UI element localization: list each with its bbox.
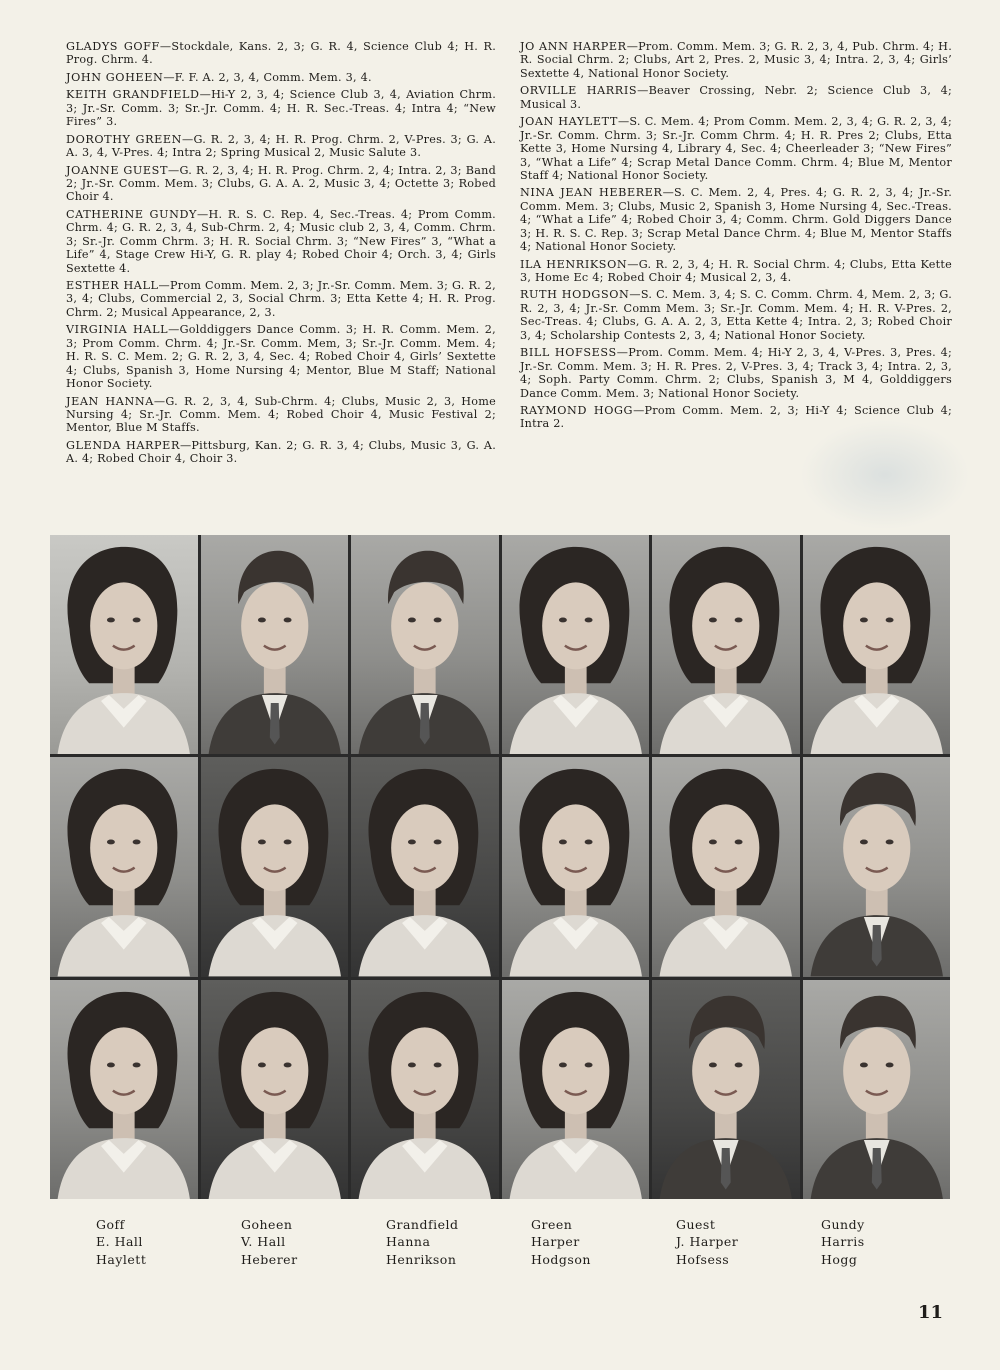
portrait-photo <box>50 535 198 754</box>
portrait-photo <box>502 535 650 754</box>
portrait-silhouette <box>502 535 650 754</box>
entry-harper: GLENDA HARPER—Pittsburg, Kan. 2; G. R. 3, 4; Clubs, Music 3, G. A. A. 4; Robed Choir 4, Choir 3. <box>66 438 496 466</box>
left-text-column <box>66 40 496 470</box>
portrait-photo <box>803 535 951 754</box>
entry-grandfield: KEITH GRANDFIELD—Hi-Y 2, 3, 4; Science Club 3, 4, Aviation Chrm. 3; Jr.-Sr. Comm. 3; Sr.-Jr. Comm. 4; H. R. Sec.-Treas. 4; Intra 4; “New Fires” 3. <box>66 88 497 129</box>
portrait-photo <box>803 980 951 1199</box>
caption-name: Goheen <box>241 1217 293 1232</box>
entry-v-hall: VIRGINIA HALL—Golddiggers Dance Comm. 3; H. R. Comm. Mem. 2, 3; Prom Comm. Chrm. 4; Jr.-Sr. Comm. Mem, 3; Sr.-Jr. Comm. Mem. 4; H. R. S. C. Mem. 2; G. R. 2, 3, 4, Sec. 4; Robed Choir 4, Girls’ Sextette 4; Clubs, Spanish 3, Home Nursing 4; Mentor, Blue M Staff; National Honor Society. <box>66 323 496 391</box>
caption-column <box>676 1216 821 1268</box>
portrait-silhouette <box>803 535 951 754</box>
entry-e-hall: ESTHER HALL—Prom Comm. Mem. 2, 3; Jr.-Sr. Comm. Mem. 3; G. R. 2, 3, 4; Clubs, Commercial 2, 3, Social Chrm. 3; Etta Kette 4; H. R. Prog. Chrm. 2; Musical Appearance, 2, 3. <box>66 279 496 319</box>
entry-gundy: CATHERINE GUNDY—H. R. S. C. Rep. 4, Sec.-Treas. 4; Prom Comm. Chrm. 4; G. R. 2, 3, 4, Sub-Chrm. 2, 4; Music club 2, 3, 4, Comm. Chrm. 3; Sr.-Jr. Comm Chrm. 3; H. R. Social Chrm. 3; “New Fires” 3, “What a Life” 4, Stage Crew Hi-Y, G. R. play 4; Robed Choir 4; Orch. 3, 4; Girls Sextette 4. <box>66 207 496 275</box>
portrait-photo <box>50 980 198 1199</box>
portrait-photo <box>652 980 800 1199</box>
entry-j-harper: JO ANN HARPER—Prom. Comm. Mem. 3; G. R. 2, 3, 4, Pub. Chrm. 4; H. R. Social Chrm. 2; Clubs, Art 2, Pres. 2, Music 3, 4; Intra. 2, 3, 4; Girls’ Sextette 4, National Honor Society. <box>520 40 952 80</box>
caption-name: Hanna <box>386 1234 431 1250</box>
entry-green: DOROTHY GREEN—G. R. 2, 3, 4; H. R. Prog. Chrm. 2, V-Pres. 3; G. A. A. 3, 4, V-Pres. 4; Intra 2; Spring Musical 2, Music Salute 3. <box>66 132 496 160</box>
entry-hofsess: BILL HOFSESS—Prom. Comm. Mem. 4; Hi-Y 2, 3, 4, V-Pres. 3, Pres. 4; Jr.-Sr. Comm. Mem. 3; H. R. Pres. 2, V-Pres. 3, 4; Track 3, 4; Intra. 2, 3, 4; Soph. Party Comm. Chrm. 2; Clubs, Spanish 3, M 4, Golddiggers Dance Comm. Mem. 3; National Honor Society. <box>520 346 952 400</box>
entry-hodgson: RUTH HODGSON—S. C. Mem. 3, 4; S. C. Comm. Chrm. 4, Mem. 2, 3; G. R. 2, 3, 4; Jr.-Sr. Comm Mem. 3; Sr.-Jr. Comm. Mem. 4; H. R. V-Pres. 2, Sec-Treas. 4; Clubs, G. A. A. 2, 3, Etta Kette 4; Intra. 2, 3; Robed Choir 3, 4; Scholarship Contests 2, 3, 4; National Honor Society. <box>520 288 952 342</box>
portrait-silhouette <box>201 757 349 976</box>
caption-name: Haylett <box>96 1251 147 1267</box>
entry-hogg: RAYMOND HOGG—Prom Comm. Mem. 2, 3; Hi-Y 4; Science Club 4; Intra 2. <box>520 403 952 431</box>
caption-name: Harper <box>531 1234 580 1250</box>
entry-hanna: JEAN HANNA—G. R. 2, 3, 4, Sub-Chrm. 4; Clubs, Music 2, 3, Home Nursing 4; Sr.-Jr. Comm. Mem. 4; Robed Choir 4, Music Festival 2; Mentor, Blue M Staffs. <box>66 394 496 435</box>
portrait-photo <box>351 980 499 1199</box>
portrait-photo <box>201 757 349 976</box>
portrait-silhouette <box>803 757 951 976</box>
portrait-photo <box>652 757 800 976</box>
paper-stain <box>800 420 970 530</box>
caption-name: Grandfield <box>386 1217 459 1232</box>
right-text-column <box>520 40 952 435</box>
portrait-silhouette <box>652 980 800 1199</box>
portrait-silhouette <box>652 757 800 976</box>
portrait-grid <box>50 535 950 1199</box>
caption-column <box>96 1216 241 1268</box>
caption-column <box>531 1216 676 1268</box>
portrait-photo <box>803 757 951 976</box>
portrait-photo <box>50 757 198 976</box>
entry-henrikson: ILA HENRIKSON—G. R. 2, 3, 4; H. R. Social Chrm. 4; Clubs, Etta Kette 3, Home Ec 4; Robed Choir 4; Musical 2, 3, 4. <box>520 257 953 284</box>
portrait-silhouette <box>50 980 198 1199</box>
portrait-photo <box>502 757 650 976</box>
portrait-silhouette <box>201 535 349 754</box>
portrait-silhouette <box>502 980 650 1199</box>
caption-name: Henrikson <box>386 1251 457 1267</box>
portrait-silhouette <box>652 535 800 754</box>
portrait-photo <box>201 535 349 754</box>
entry-harris: ORVILLE HARRIS—Beaver Crossing, Nebr. 2; Science Club 3, 4; Musical 3. <box>520 84 952 111</box>
portrait-photo <box>502 980 650 1199</box>
caption-name: Gundy <box>821 1217 865 1232</box>
caption-column <box>386 1216 531 1268</box>
caption-name: V. Hall <box>241 1234 286 1250</box>
portrait-silhouette <box>351 757 499 976</box>
portrait-silhouette <box>351 980 499 1199</box>
entry-heberer: NINA JEAN HEBERER—S. C. Mem. 2, 4, Pres. 4; G. R. 2, 3, 4; Jr.-Sr. Comm. Mem. 3; Clubs, Music 2, Spanish 3, Home Nursing 4, Sec.-Treas. 4; “What a Life” 4; Robed Choir 3, 4; Comm. Chrm. Gold Diggers Dance 3; H. R. S. C. Rep. 3; Scrap Metal Dance Chrm. 4; Blue M, Mentor Staffs 4; National Honor Society. <box>520 186 952 254</box>
portrait-silhouette <box>201 980 349 1199</box>
caption-name: J. Harper <box>676 1234 739 1250</box>
portrait-silhouette <box>50 535 198 754</box>
entry-guest: JOANNE GUEST—G. R. 2, 3, 4; H. R. Prog. Chrm. 2, 4; Intra. 2, 3; Band 2; Jr.-Sr. Comm. Mem. 3; Clubs, G. A. A. 2, Music 3, 4; Octette 3; Robed Choir 4. <box>66 163 496 204</box>
portrait-photo <box>201 980 349 1199</box>
entry-goff: GLADYS GOFF—Stockdale, Kans. 2, 3; G. R. 4, Science Club 4; H. R. Prog. Chrm. 4. <box>66 40 496 67</box>
caption-column <box>241 1216 386 1268</box>
caption-column <box>821 1216 966 1268</box>
caption-name: E. Hall <box>96 1234 143 1250</box>
portrait-silhouette <box>50 757 198 976</box>
caption-name: Guest <box>676 1217 716 1232</box>
portrait-silhouette <box>803 980 951 1199</box>
caption-name: Harris <box>821 1234 865 1250</box>
caption-name: Hodgson <box>531 1251 591 1267</box>
portrait-captions <box>96 1216 916 1268</box>
caption-name: Green <box>531 1217 573 1232</box>
portrait-photo <box>351 757 499 976</box>
caption-name: Heberer <box>241 1251 298 1267</box>
entry-goheen: JOHN GOHEEN—F. F. A. 2, 3, 4, Comm. Mem. 3, 4. <box>66 70 372 84</box>
portrait-silhouette <box>502 757 650 976</box>
entry-haylett: JOAN HAYLETT—S. C. Mem. 4; Prom Comm. Mem. 2, 3, 4; G. R. 2, 3, 4; Jr.-Sr. Comm. Chrm. 3; Sr.-Jr. Comm Chrm. 4; H. R. Pres 2; Clubs, Etta Kette 3, Home Nursing 4, Library 4, Sec. 4; Cheerleader 3; “New Fires” 3, “What a Life” 4; Scrap Metal Dance Comm. Chrm. 4; Blue M, Mentor Staff 4; National Honor Society. <box>520 115 952 182</box>
page-number: 11 <box>918 1302 944 1323</box>
caption-name: Hofsess <box>676 1251 730 1267</box>
caption-name: Goff <box>96 1217 125 1232</box>
portrait-photo <box>351 535 499 754</box>
caption-name: Hogg <box>821 1251 858 1267</box>
portrait-photo <box>652 535 800 754</box>
portrait-silhouette <box>351 535 499 754</box>
